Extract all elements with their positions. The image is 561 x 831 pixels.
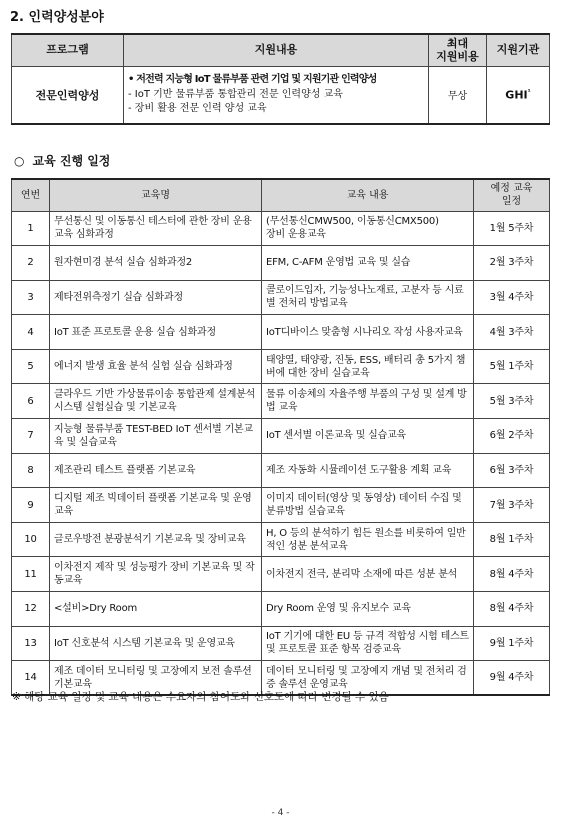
table-row — [12, 384, 550, 419]
header-program: 프로그램 — [12, 34, 124, 66]
header-cost: 최대 지원비용 — [429, 34, 487, 66]
course-content: 이미지 데이터(영상 및 동영상) 데이터 수집 및 분류방법 실습교육 — [262, 488, 474, 523]
course-name: 에너지 발생 효율 분석 실험 실습 심화과정 — [50, 349, 262, 384]
table-row — [12, 626, 550, 661]
schedule-table — [11, 178, 550, 696]
program-cost: 무상 — [429, 66, 487, 124]
course-name: 디지털 제조 빅데이터 플랫폼 기본교육 및 운영교육 — [50, 488, 262, 523]
table-row — [12, 488, 550, 523]
course-schedule: 5월 1주차 — [474, 349, 550, 384]
row-number: 4 — [12, 315, 50, 350]
course-schedule: 9월 4주차 — [474, 661, 550, 696]
course-content: 데이터 모니터링 및 고장예지 개념 및 전처리 검증 솔루션 운영교육 — [262, 661, 474, 696]
table-row — [12, 246, 550, 281]
course-schedule: 8월 4주차 — [474, 592, 550, 627]
row-number: 2 — [12, 246, 50, 281]
course-name: 이차전지 제작 및 성능평가 장비 기본교육 및 작동교육 — [50, 557, 262, 592]
header-content: 지원내용 — [124, 34, 429, 66]
course-schedule: 6월 2주차 — [474, 419, 550, 454]
table-row — [12, 419, 550, 454]
row-number: 14 — [12, 661, 50, 696]
page-number: - 4 - — [271, 808, 290, 818]
row-number: 5 — [12, 349, 50, 384]
course-schedule: 4월 3주차 — [474, 315, 550, 350]
program-content — [124, 66, 429, 124]
course-name: 지능형 물류부품 TEST-BED IoT 센서별 기본교육 및 실습교육 — [50, 419, 262, 454]
course-name: 글로우방전 분광분석기 기본교육 및 장비교육 — [50, 522, 262, 557]
row-number: 8 — [12, 453, 50, 488]
header-schedule: 예정 교육 일정 — [474, 179, 550, 211]
course-schedule: 1월 5주차 — [474, 211, 550, 246]
course-content: 태양열, 태양광, 진동, ESS, 배터리 총 5가지 챔버에 대한 장비 실습교육 — [262, 349, 474, 384]
table-row — [12, 557, 550, 592]
course-schedule: 6월 3주차 — [474, 453, 550, 488]
content-line: - 장비 활용 전문 인력 양성 교육 — [128, 103, 267, 114]
course-content: 이차전지 전극, 분리막 소재에 따른 성분 분석 — [262, 557, 474, 592]
header-no: 연번 — [12, 179, 50, 211]
program-name: 전문인력양성 — [12, 66, 124, 124]
row-number: 13 — [12, 626, 50, 661]
header-course-content: 교육 내용 — [262, 179, 474, 211]
table-row — [12, 315, 550, 350]
course-schedule: 5월 3주차 — [474, 384, 550, 419]
agency-footnote: ¹ — [527, 87, 531, 96]
course-content: 제조 자동화 시뮬레이션 도구활용 계획 교육 — [262, 453, 474, 488]
table-row — [12, 592, 550, 627]
course-schedule: 8월 4주차 — [474, 557, 550, 592]
row-number: 10 — [12, 522, 50, 557]
content-line: - IoT 기반 물류부품 통합관리 전문 인력양성 교육 — [128, 88, 343, 100]
footnote: ※ 해당 교육 일정 및 교육 내용은 수요자의 참여도와 선호도에 따라 변경될 수 있음 — [12, 691, 389, 703]
schedule-table-header — [12, 179, 550, 211]
table-row — [12, 522, 550, 557]
course-content: IoT 센서별 이론교육 및 실습교육 — [262, 419, 474, 454]
course-name: 제조 데이터 모니터링 및 고장예지 보전 솔루션 기본교육 — [50, 661, 262, 696]
row-number: 12 — [12, 592, 50, 627]
row-number: 1 — [12, 211, 50, 246]
header-course: 교육명 — [50, 179, 262, 211]
schedule-title — [14, 152, 110, 169]
table-row — [12, 280, 550, 315]
agency-name: GHI — [505, 88, 528, 102]
course-schedule: 8월 1주차 — [474, 522, 550, 557]
table-row — [12, 211, 550, 246]
course-schedule: 3월 4주차 — [474, 280, 550, 315]
course-content: Dry Room 운영 및 유지보수 교육 — [262, 592, 474, 627]
program-table-header — [12, 34, 550, 66]
course-content: 물류 이송체의 자율주행 부품의 구성 및 설계 방법 교육 — [262, 384, 474, 419]
row-number: 6 — [12, 384, 50, 419]
course-name: 클라우드 기반 가상물류이송 통합관제 설계분석시스템 실험실습 및 기본교육 — [50, 384, 262, 419]
header-agency: 지원기관 — [487, 34, 550, 66]
course-name: <설비>Dry Room — [50, 592, 262, 627]
program-agency — [487, 66, 550, 124]
table-row — [12, 453, 550, 488]
course-content: (무선통신CMW500, 이동통신CMX500) 장비 운용교육 — [262, 211, 474, 246]
course-content: IoT 기기에 대한 EU 등 규격 적합성 시험 테스트 및 프로토콜 표준 항목 검증교육 — [262, 626, 474, 661]
course-name: IoT 신호분석 시스템 기본교육 및 운영교육 — [50, 626, 262, 661]
course-schedule: 9월 1주차 — [474, 626, 550, 661]
row-number: 11 — [12, 557, 50, 592]
schedule-title-text: 교육 진행 일정 — [32, 154, 111, 168]
program-row — [12, 66, 550, 124]
course-name: 무선통신 및 이동통신 테스터에 관한 장비 운용교육 심화과정 — [50, 211, 262, 246]
course-content: EFM, C-AFM 운영법 교육 및 실습 — [262, 246, 474, 281]
row-number: 9 — [12, 488, 50, 523]
course-schedule: 7월 3주차 — [474, 488, 550, 523]
course-content: IoT디바이스 맞춤형 시나리오 작성 사용자교육 — [262, 315, 474, 350]
course-name: 원자현미경 분석 실습 심화과정2 — [50, 246, 262, 281]
section-title: 2. 인력양성분야 — [10, 10, 104, 25]
course-name: 제조관리 테스트 플랫폼 기본교육 — [50, 453, 262, 488]
course-content: 콜로이드입자, 기능성나노재료, 고분자 등 시료별 전처리 방법교육 — [262, 280, 474, 315]
course-content: H, O 등의 분석하기 힘든 원소를 비롯하여 일반적인 성분 분석교육 — [262, 522, 474, 557]
course-name: 제타전위측정기 실습 심화과정 — [50, 280, 262, 315]
course-name: IoT 표준 프로토콜 운용 실습 심화과정 — [50, 315, 262, 350]
row-number: 3 — [12, 280, 50, 315]
course-schedule: 2월 3주차 — [474, 246, 550, 281]
program-table — [11, 33, 550, 125]
bullet-icon: ○ — [14, 154, 25, 168]
content-main: • 저전력 지능형 IoT 물류부품 관련 기업 및 지원기관 인력양성 — [128, 74, 377, 85]
row-number: 7 — [12, 419, 50, 454]
table-row — [12, 349, 550, 384]
